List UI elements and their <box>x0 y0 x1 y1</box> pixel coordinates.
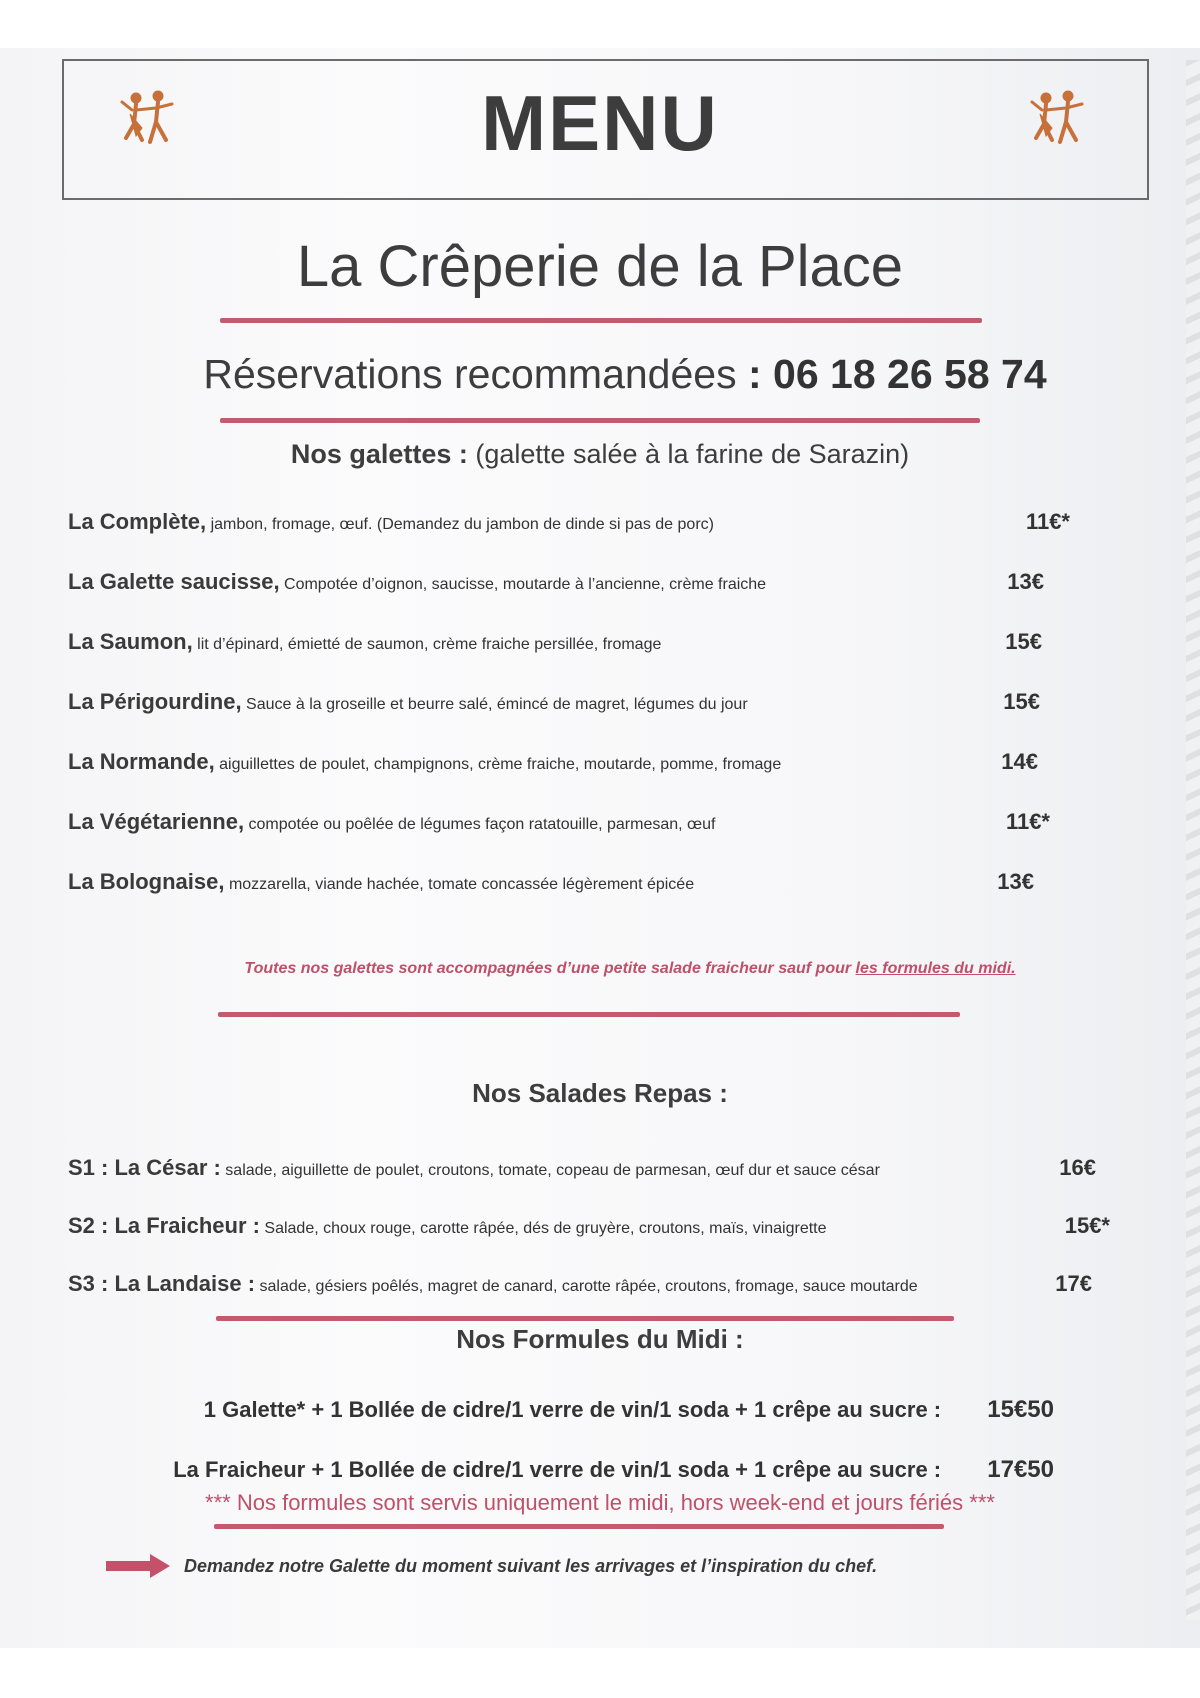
divider <box>220 318 982 323</box>
dish-name: S1 : La César : <box>68 1155 221 1180</box>
galette-du-moment-text: Demandez notre Galette du moment suivant les arrivages et l’inspiration du chef. <box>184 1556 878 1576</box>
dish-price: 15€ <box>1005 629 1042 654</box>
dish-description: salade, aiguillette de poulet, croutons, tomate, copeau de parmesan, œuf dur et sauce césar <box>225 1162 880 1179</box>
reservations-label: Réservations recommandées <box>203 351 737 397</box>
dish-description: aiguillettes de poulet, champignons, crème fraiche, moutarde, pomme, fromage <box>219 756 782 773</box>
arrow-right-icon <box>106 1554 170 1578</box>
restaurant-name: La Crêperie de la Place <box>296 234 904 299</box>
galettes-note-text: Toutes nos galettes sont accompagnées d’une petite salade fraicheur sauf pour <box>244 960 852 977</box>
dish-name: La Galette saucisse, <box>68 569 280 594</box>
reservations-line <box>0 348 1200 400</box>
divider <box>216 1316 954 1321</box>
salades-title: Nos Salades Repas : <box>472 1078 728 1108</box>
galettes-heading <box>0 437 1200 471</box>
menu-item <box>68 1264 1100 1304</box>
dish-name: La Périgourdine, <box>68 689 242 714</box>
dish-description: Sauce à la groseille et beurre salé, émincé de magret, légumes du jour <box>246 696 748 713</box>
dish-name: La Bolognaise, <box>68 869 225 894</box>
dish-price: 11€* <box>1005 809 1050 834</box>
menu-item <box>68 682 1080 722</box>
menu-title: MENU <box>481 79 719 167</box>
dish-description: Compotée d’oignon, saucisse, moutarde à l’ancienne, crème fraiche <box>284 576 767 593</box>
formule-label: La Fraicheur + 1 Bollée de cidre/1 verre de vin/1 soda + 1 crêpe au sucre : <box>173 1457 942 1482</box>
dish-description: jambon, fromage, œuf. (Demandez du jambon de dinde si pas de porc) <box>210 516 714 533</box>
galettes-subtitle: (galette salée à la farine de Sarazin) <box>475 439 910 469</box>
phone-number: : 06 18 26 58 74 <box>748 351 1047 397</box>
menu-item <box>68 1148 1100 1188</box>
dish-description: compotée ou poêlée de légumes façon ratatouille, parmesan, œuf <box>248 816 716 833</box>
menu-item <box>68 562 1080 602</box>
divider <box>220 418 980 423</box>
divider <box>214 1524 944 1529</box>
dish-name: La Complète, <box>68 509 207 534</box>
formules-title: Nos Formules du Midi : <box>456 1324 744 1354</box>
divider <box>218 1012 960 1017</box>
dish-price: 13€ <box>997 869 1034 894</box>
dish-price: 15€ <box>1003 689 1040 714</box>
dish-name: La Normande, <box>68 749 215 774</box>
dish-name: S3 : La Landaise : <box>68 1271 256 1296</box>
dish-price: 14€ <box>1001 749 1038 774</box>
dish-name: La Saumon, <box>68 629 193 654</box>
dish-name: La Végétarienne, <box>68 809 245 834</box>
dish-description: salade, gésiers poêlés, magret de canard, carotte râpée, croutons, fromage, sauce moutarde <box>259 1278 918 1295</box>
dish-price: 16€ <box>1059 1155 1096 1180</box>
menu-item <box>68 502 1080 542</box>
formule-item <box>204 1392 1054 1428</box>
menu-item <box>68 1206 1110 1246</box>
galettes-title: Nos galettes : <box>290 439 468 469</box>
dish-name: S2 : La Fraicheur : <box>68 1213 260 1238</box>
menu-item <box>68 802 1080 842</box>
menu-item <box>68 622 1080 662</box>
galettes-note <box>0 960 1200 978</box>
formule-item <box>173 1452 1054 1488</box>
dish-price: 13€ <box>1007 569 1044 594</box>
formules-midi-reference: les formules du midi. <box>855 960 1016 977</box>
menu-item <box>68 742 1080 782</box>
galette-du-moment <box>106 1546 1006 1586</box>
formule-price: 15€50 <box>987 1396 1054 1423</box>
formule-price: 17€50 <box>987 1456 1054 1483</box>
dish-price: 11€* <box>1025 509 1070 534</box>
formules-footnote: *** Nos formules sont servis uniquement le midi, hors week-end et jours fériés *** <box>205 1490 995 1515</box>
dish-description: mozzarella, viande hachée, tomate concassée légèrement épicée <box>228 876 695 893</box>
menu-item <box>68 862 1080 902</box>
dish-price: 17€ <box>1055 1271 1092 1296</box>
dish-description: lit d’épinard, émietté de saumon, crème fraiche persillée, fromage <box>197 636 662 653</box>
dish-description: Salade, choux rouge, carotte râpée, dés de gruyère, croutons, maïs, vinaigrette <box>264 1220 827 1237</box>
formule-label: 1 Galette* + 1 Bollée de cidre/1 verre de vin/1 soda + 1 crêpe au sucre : <box>203 1397 942 1422</box>
dish-price: 15€* <box>1064 1213 1110 1238</box>
